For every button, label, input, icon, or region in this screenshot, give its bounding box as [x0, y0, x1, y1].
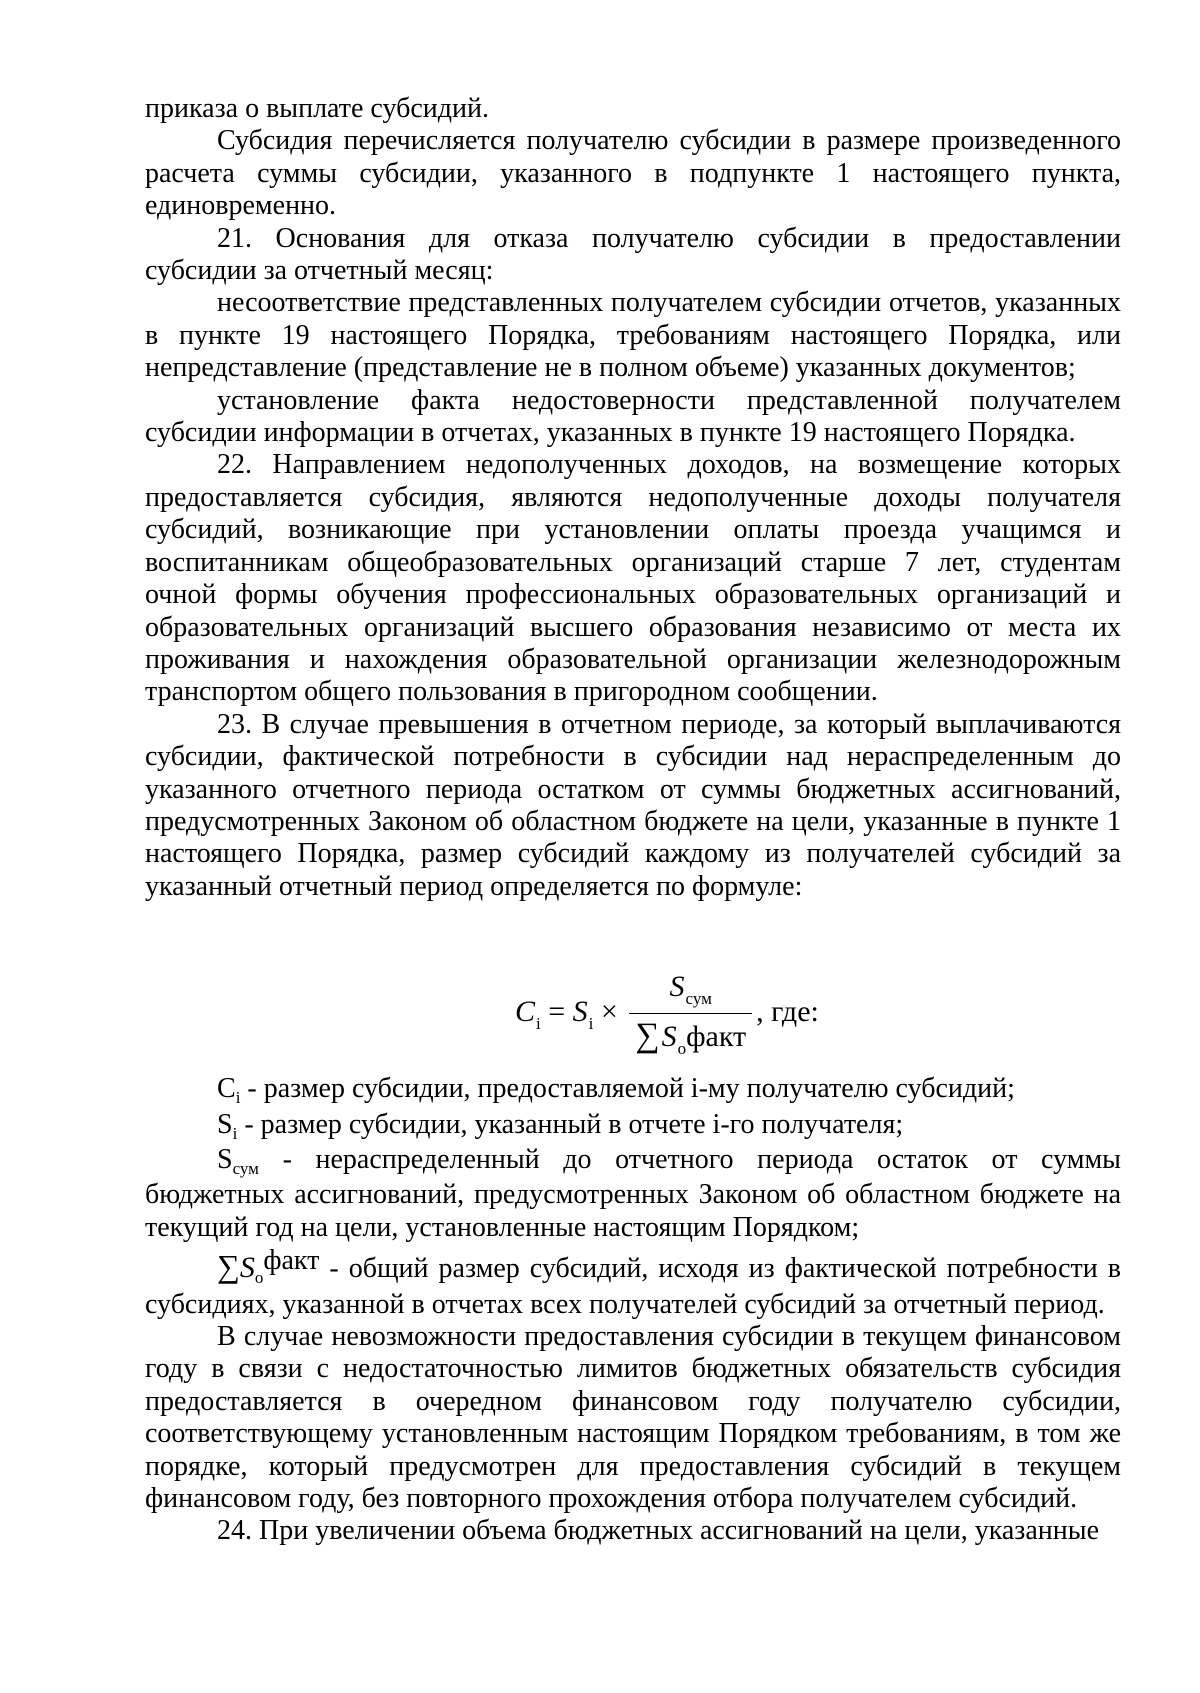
definition-ci-text: - размер субсидии, предоставляемой i-му получателю субсидий;	[240, 1073, 1015, 1105]
definition-ssum-subscript: сум	[232, 1158, 259, 1178]
definition-sum-sfact	[145, 1245, 1121, 1321]
sigma-symbol: ∑	[635, 1017, 660, 1055]
formula-expression	[515, 967, 819, 1061]
formula-den-subscript: о	[677, 1039, 687, 1059]
formula-s: S	[572, 995, 588, 1029]
formula-s-subscript: i	[588, 1014, 594, 1034]
formula-equals: =	[548, 995, 566, 1029]
definition-ssum-symbol: S	[217, 1143, 233, 1175]
formula-num-s: S	[669, 970, 685, 1004]
formula-num-subscript: сум	[685, 989, 712, 1009]
paragraph-21-item-1: несоответствие представленных получателем субсидии отчетов, указанных в пункте 19 настоящего Порядка, требованиям настоящего Порядка, или непредставление (представление не в полном объеме) указанных документов;	[145, 287, 1121, 384]
document-page	[145, 93, 1121, 1548]
formula-den-word: факт	[686, 1020, 747, 1054]
paragraph-subsidy-transfer: Субсидия перечисляется получателю субсидии в размере произведенного расчета суммы субсидии, указанного в подпункте 1 настоящего пункта, единовременно.	[145, 125, 1121, 222]
formula-den-s: S	[661, 1020, 677, 1054]
definition-sigma-symbol: ∑	[217, 1248, 240, 1285]
paragraph-next-year: В случае невозможности предоставления субсидии в текущем финансовом году в связи с недостаточностью лимитов бюджетных обязательств субсидия предоставляется в очередном финансовом году получателю субсидии, соответствующему установленным настоящим Порядком требованиям, в том же порядке, который предусмотрен для предоставления субсидий в текущем финансовом году, без повторного прохождения отбора получателем субсидий.	[145, 1321, 1121, 1515]
definition-ssum-text: - нераспределенный до отчетного периода остаток от суммы бюджетных ассигнований, предусмотренных Законом об областном бюджете на текущий год на цели, установленные настоящим Порядком;	[145, 1143, 1121, 1243]
definition-si-text: - размер субсидии, указанный в отчете i-го получателя;	[237, 1108, 904, 1140]
formula-denominator	[629, 1014, 752, 1061]
definition-ssum	[145, 1144, 1121, 1244]
definition-si-subscript: i	[232, 1123, 238, 1143]
formula-times: ×	[600, 995, 618, 1029]
formula-numerator	[629, 967, 752, 1014]
paragraph-23: 23. В случае превышения в отчетном периоде, за который выплачиваются субсидии, фактической потребности в субсидии над нераспределенным до указанного отчетного периода остатком от суммы бюджетных ассигнований, предусмотренных Законом об областном бюджете на цели, указанные в пункте 1 настоящего Порядка, размер субсидий каждому из получателей субсидий за указанный отчетный период определяется по формуле:	[145, 708, 1121, 902]
definition-sfact-text: - общий размер субсидий, исходя из фактической потребности в субсидиях, указанной в отчетах всех получателей субсидий за отчетный период.	[145, 1253, 1121, 1320]
formula-lhs: C	[515, 995, 536, 1029]
subsidy-formula	[145, 921, 1121, 1073]
formula-tail: , где:	[756, 995, 819, 1029]
paragraph-22: 22. Направлением недополученных доходов, на возмещение которых предоставляется субсидия, являются недополученные доходы получателя субсидий, возникающие при установлении оплаты проезда учащимся и воспитанникам общеобразовательных организаций старше 7 лет, студентам очной формы обучения профессиональных образовательных организаций и образовательных организаций высшего образования независимо от места их проживания и нахождения образовательной организации железнодорожным транспортом общего пользования в пригородном сообщении.	[145, 449, 1121, 708]
paragraph-24: 24. При увеличении объема бюджетных ассигнований на цели, указанные	[217, 1515, 1099, 1547]
definition-si-symbol: S	[217, 1108, 233, 1140]
definition-si	[145, 1109, 1121, 1144]
formula-fraction	[629, 967, 752, 1061]
definition-sfact-subscript: о	[254, 1268, 264, 1288]
definition-sfact-symbol: S	[239, 1251, 255, 1285]
definition-sfact-word: факт	[263, 1245, 320, 1277]
definition-ci	[145, 1073, 1121, 1108]
formula-lhs-subscript: i	[536, 1014, 541, 1034]
definition-ci-symbol: C	[217, 1073, 236, 1105]
paragraph-21-item-2: установление факта недостоверности представленной получателем субсидии информации в отчетах, указанных в пункте 19 настоящего Порядка.	[145, 384, 1121, 449]
paragraph-continuation: приказа о выплате субсидий.	[145, 93, 489, 124]
paragraph-21: 21. Основания для отказа получателю субсидии в предоставлении субсидии за отчетный месяц:	[145, 222, 1121, 287]
definition-ci-subscript: i	[235, 1088, 241, 1108]
